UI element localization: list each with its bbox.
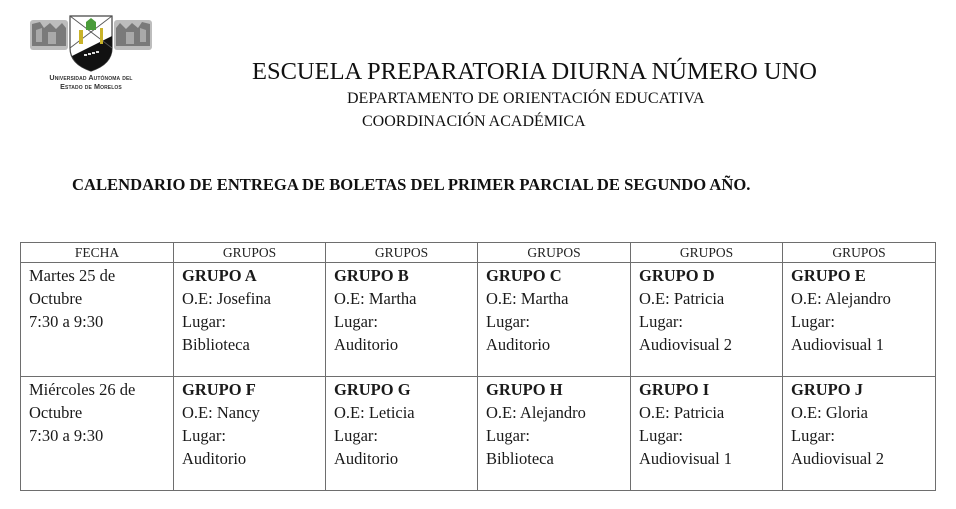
- table-row: [21, 377, 936, 491]
- place-label: Lugar:: [334, 426, 378, 445]
- group-counselor: O.E: Martha: [334, 289, 417, 308]
- date-time: 7:30 a 9:30: [29, 312, 104, 331]
- date-month: Octubre: [29, 403, 83, 422]
- group-place: Biblioteca: [182, 335, 250, 354]
- place-label: Lugar:: [182, 312, 226, 331]
- column-header-groups: GRUPOS: [783, 243, 936, 263]
- schedule-table: [20, 242, 936, 491]
- date-day: Martes 25 de: [29, 266, 116, 285]
- group-name: GRUPO D: [639, 266, 715, 285]
- group-name: GRUPO F: [182, 380, 256, 399]
- group-place: Audiovisual 1: [791, 335, 885, 354]
- place-label: Lugar:: [486, 312, 530, 331]
- column-header-date: FECHA: [21, 243, 174, 263]
- place-label: Lugar:: [639, 426, 683, 445]
- group-name: GRUPO H: [486, 380, 563, 399]
- table-row: [21, 263, 936, 377]
- university-name: [28, 73, 154, 91]
- group-cell: [783, 377, 936, 491]
- university-crest-icon: [28, 14, 154, 72]
- group-place: Audiovisual 1: [639, 449, 733, 468]
- university-name-line2: Estado de Morelos: [60, 82, 122, 91]
- group-place: Auditorio: [334, 449, 399, 468]
- column-header-groups: GRUPOS: [174, 243, 326, 263]
- group-counselor: O.E: Alejandro: [486, 403, 586, 422]
- date-month: Octubre: [29, 289, 83, 308]
- group-name: GRUPO E: [791, 266, 866, 285]
- place-label: Lugar:: [182, 426, 226, 445]
- group-place: Auditorio: [486, 335, 551, 354]
- group-cell: [174, 263, 326, 377]
- group-name: GRUPO J: [791, 380, 863, 399]
- column-header-groups: GRUPOS: [478, 243, 631, 263]
- group-cell: [783, 263, 936, 377]
- group-counselor: O.E: Patricia: [639, 289, 725, 308]
- column-header-groups: GRUPOS: [326, 243, 478, 263]
- group-place: Audiovisual 2: [639, 335, 733, 354]
- group-cell: [631, 377, 783, 491]
- group-counselor: O.E: Martha: [486, 289, 569, 308]
- date-day: Miércoles 26 de: [29, 380, 136, 399]
- group-counselor: O.E: Josefina: [182, 289, 271, 308]
- coordination-name: COORDINACIÓN ACADÉMICA: [362, 113, 586, 130]
- document-title: CALENDARIO DE ENTREGA DE BOLETAS DEL PRIMER PARCIAL DE SEGUNDO AÑO.: [72, 175, 751, 194]
- place-label: Lugar:: [486, 426, 530, 445]
- group-cell: [326, 377, 478, 491]
- group-counselor: O.E: Nancy: [182, 403, 260, 422]
- group-cell: [478, 263, 631, 377]
- group-place: Auditorio: [182, 449, 247, 468]
- place-label: Lugar:: [639, 312, 683, 331]
- group-counselor: O.E: Gloria: [791, 403, 868, 422]
- place-label: Lugar:: [791, 312, 835, 331]
- group-name: GRUPO C: [486, 266, 562, 285]
- column-header-groups: GRUPOS: [631, 243, 783, 263]
- university-name-line1: Universidad Autónoma del: [49, 73, 133, 82]
- date-cell: [21, 377, 174, 491]
- department-name: DEPARTAMENTO DE ORIENTACIÓN EDUCATIVA: [347, 90, 705, 107]
- group-place: Audiovisual 2: [791, 449, 885, 468]
- group-cell: [478, 377, 631, 491]
- date-cell: [21, 263, 174, 377]
- group-cell: [631, 263, 783, 377]
- place-label: Lugar:: [334, 312, 378, 331]
- school-name: ESCUELA PREPARATORIA DIURNA NÚMERO UNO: [252, 58, 817, 85]
- group-cell: [326, 263, 478, 377]
- group-name: GRUPO G: [334, 380, 411, 399]
- group-place: Biblioteca: [486, 449, 554, 468]
- university-logo: [28, 14, 154, 94]
- group-counselor: O.E: Leticia: [334, 403, 415, 422]
- group-name: GRUPO A: [182, 266, 257, 285]
- group-place: Auditorio: [334, 335, 399, 354]
- group-name: GRUPO B: [334, 266, 409, 285]
- group-counselor: O.E: Patricia: [639, 403, 725, 422]
- group-counselor: O.E: Alejandro: [791, 289, 891, 308]
- place-label: Lugar:: [791, 426, 835, 445]
- table-header-row: [21, 243, 936, 263]
- group-cell: [174, 377, 326, 491]
- group-name: GRUPO I: [639, 380, 710, 399]
- date-time: 7:30 a 9:30: [29, 426, 104, 445]
